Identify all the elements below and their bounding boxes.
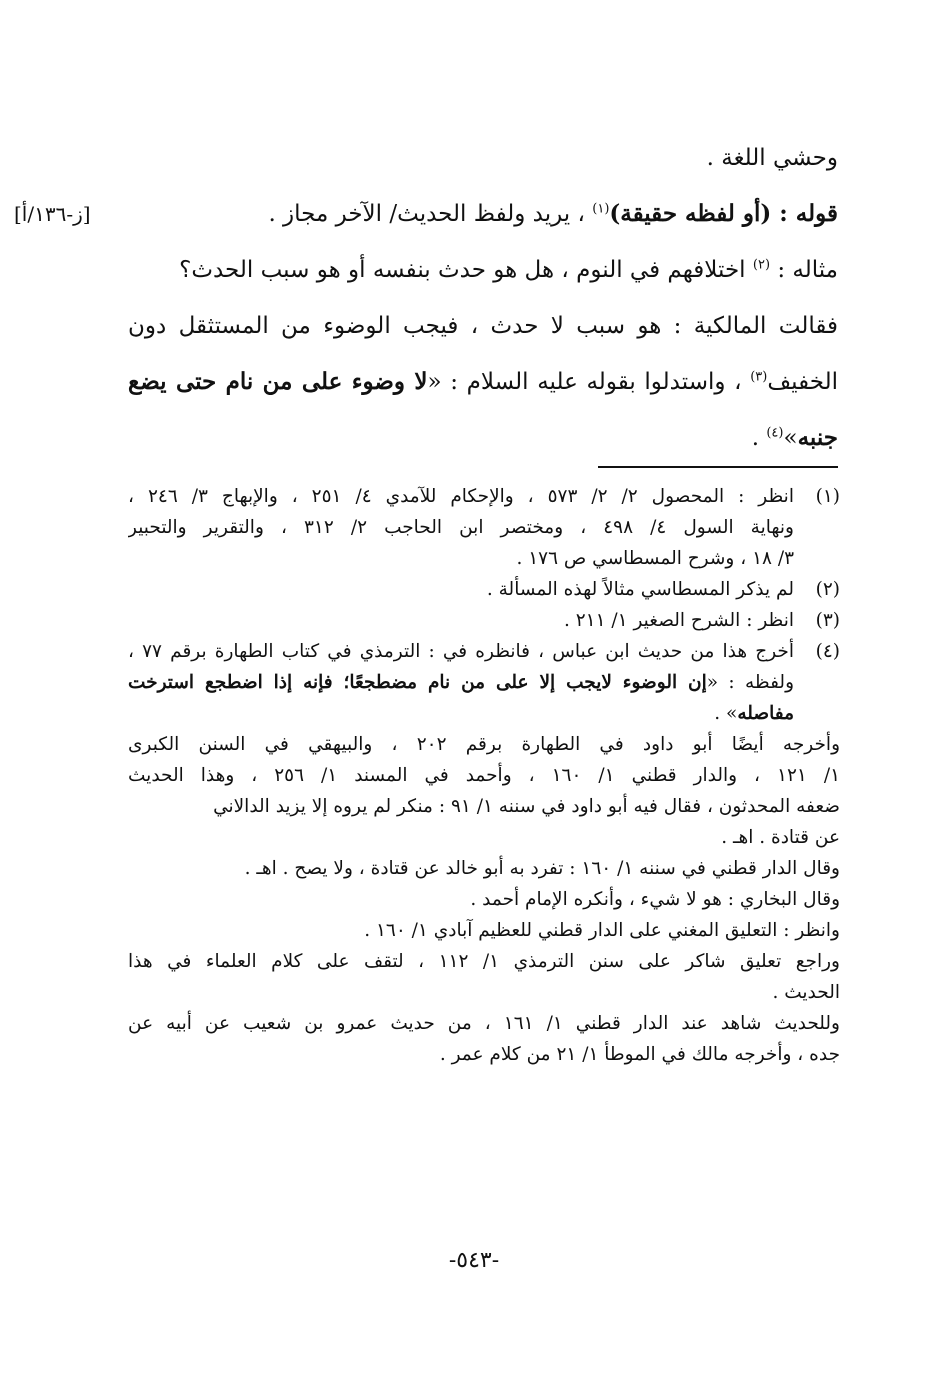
main-line-3 xyxy=(128,242,838,298)
footnote-line: وقال البخاري : هو لا شيء ، وأنكره الإمام أحمد . xyxy=(470,889,840,910)
page-number: -٥٤٣- xyxy=(448,1248,500,1273)
footnote-line xyxy=(128,667,794,698)
footnote-line: انظر : الشرح الصغير ١/ ٢١١ . xyxy=(563,610,794,631)
footnote-line: ٣/ ١٨ ، وشرح المسطاسي ص ١٧٦ . xyxy=(516,548,794,569)
footnote-number: (١) xyxy=(815,486,840,507)
footnote-line: ضعفه المحدثون ، فقال فيه أبو داود في سننه ١/ ٩١ : منكر لم يروه إلا يزيد الدالاني xyxy=(213,796,840,817)
main-text-span: فقالت المالكية : هو سبب لا حدث ، فيجب الوضوء من المستثقل دون xyxy=(128,313,838,339)
hadith-bold: إن الوضوء لايجب إلا على من نام مضطجعًا؛ فإنه إذا اضطجع استرخت xyxy=(128,672,707,693)
footnote-text: ولفظه : « xyxy=(706,672,794,693)
footnote-line: أخرج هذا من حديث ابن عباس ، فانظره في : الترمذي في كتاب الطهارة برقم ٧٧ ، xyxy=(128,641,794,662)
hadith-bold: لا وضوء على من نام حتى يضع xyxy=(128,368,428,395)
footnote-line: وانظر : التعليق المغني على الدار قطني للعظيم آبادي ١/ ١٦٠ . xyxy=(364,920,840,941)
footnote-line: وللحديث شاهد عند الدار قطني ١/ ١٦١ ، من حديث عمرو بن شعيب عن أبيه عن xyxy=(128,1013,840,1034)
footnote-line: انظر : المحصول ٢/ ٢/ ٥٧٣ ، والإحكام للآمدي ٤/ ٢٥١ ، والإبهاج ٣/ ٢٤٦ ، xyxy=(128,486,794,507)
hadith-bold: مفاصله xyxy=(737,703,794,724)
footnote-ref-1: (١) xyxy=(592,201,610,217)
main-line-1 xyxy=(128,130,838,186)
hadith-bold: جنبه xyxy=(797,424,838,451)
footnote-line: وراجع تعليق شاكر على سنن الترمذي ١/ ١١٢ ، لتقف على كلام العلماء في هذا xyxy=(128,951,840,972)
margin-manuscript-reference: [ز-١٣٦/أ] xyxy=(14,202,91,226)
main-text xyxy=(128,130,838,466)
footnote-line: ونهاية السول ٤/ ٤٩٨ ، ومختصر ابن الحاجب ٢/ ٣١٢ ، والتقرير والتحبير xyxy=(128,517,794,538)
main-text-span: الخفيف xyxy=(767,369,838,395)
footnote-line: وأخرجه أيضًا أبو داود في الطهارة برقم ٢٠٢ ، والبيهقي في السنن الكبرى xyxy=(128,734,840,755)
footnote-number: (٤) xyxy=(815,641,840,662)
footnote-line: عن قتادة . اهـ . xyxy=(721,827,840,848)
main-text-span: مثاله : xyxy=(770,257,838,283)
main-text-span: اختلافهم في النوم ، هل هو حدث بنفسه أو هو سبب الحدث؟ xyxy=(179,257,753,283)
footnote-line: الحديث . xyxy=(772,982,840,1003)
footnote-line: جده ، وأخرجه مالك في الموطأ ١/ ٢١ من كلام عمر . xyxy=(439,1044,840,1065)
footnote-ref-4: (٤) xyxy=(766,425,784,441)
main-text-span: وحشي اللغة . xyxy=(706,145,838,171)
main-line-4 xyxy=(128,298,838,354)
footnote-ref-2: (٢) xyxy=(752,257,771,273)
main-text-span: ، يريد ولفظ الحديث/ الآخر مجاز . xyxy=(268,201,593,227)
main-line-2 xyxy=(128,186,838,242)
footnote-number: (٢) xyxy=(815,579,840,600)
footnote-2 xyxy=(128,574,840,605)
footnote-4 xyxy=(128,636,840,729)
footnote-3 xyxy=(128,605,840,636)
footnote-separator xyxy=(598,466,838,468)
footnote-text: » . xyxy=(714,703,738,724)
footnote-1 xyxy=(128,481,840,574)
footnote-line: وقال الدار قطني في سننه ١/ ١٦٠ : تفرد به أبو خالد عن قتادة ، ولا يصح . اهـ . xyxy=(244,858,840,879)
main-line-6 xyxy=(128,410,838,466)
footnote-4-continued xyxy=(128,729,840,1070)
main-text-span: ، واستدلوا بقوله عليه السلام : « xyxy=(427,369,751,395)
footnote-line: لم يذكر المسطاسي مثالاً لهذه المسألة . xyxy=(486,579,794,600)
footnote-line xyxy=(128,698,794,729)
main-line-5 xyxy=(128,354,838,410)
footnotes xyxy=(128,481,840,1070)
main-text-span: . xyxy=(751,425,767,451)
main-text-span: » xyxy=(783,425,798,451)
footnote-ref-3: (٣) xyxy=(750,369,768,385)
quote-bold: قوله : (أو لفظه حقيقة) xyxy=(609,200,838,227)
footnote-number: (٣) xyxy=(815,610,840,631)
footnote-line: ١/ ١٢١ ، والدار قطني ١/ ١٦٠ ، وأحمد في المسند ١/ ٢٥٦ ، وهذا الحديث xyxy=(128,765,840,786)
